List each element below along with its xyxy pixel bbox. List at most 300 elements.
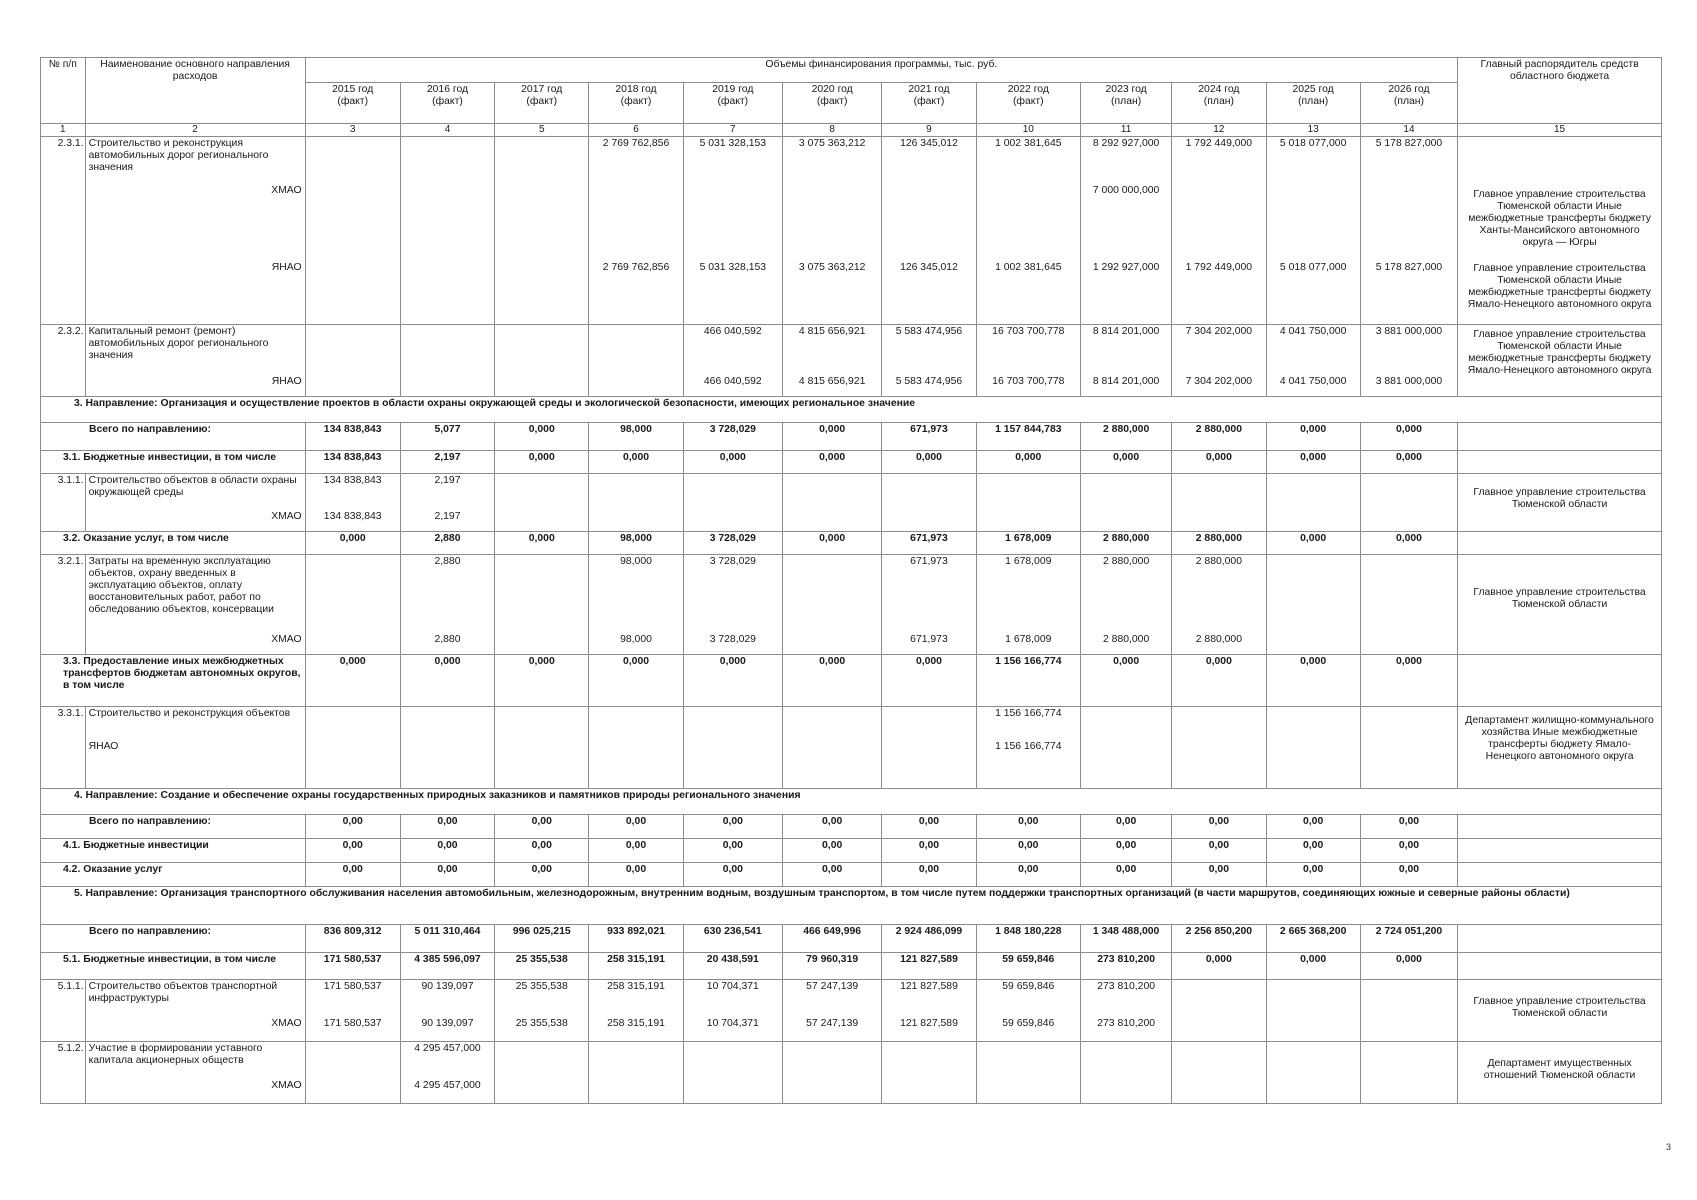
value-cell: 2,880 bbox=[400, 532, 494, 555]
table-row bbox=[41, 655, 1662, 707]
value-cell bbox=[1172, 555, 1266, 655]
value-cell bbox=[305, 474, 400, 532]
value-cell bbox=[1360, 1042, 1457, 1104]
value-cell: 5 011 310,464 bbox=[400, 925, 494, 953]
value-cell: 1 156 166,774 bbox=[976, 655, 1080, 707]
row-number: 3.2.1. bbox=[41, 555, 86, 655]
table-row bbox=[41, 451, 1662, 474]
row-name bbox=[85, 555, 305, 655]
value-cell bbox=[305, 980, 400, 1042]
column-number: 10 bbox=[976, 124, 1080, 137]
main-value: 4 815 656,921 bbox=[798, 326, 866, 337]
authority-cell bbox=[1458, 655, 1662, 707]
main-value: 90 139,097 bbox=[421, 981, 474, 992]
main-value: 134 838,843 bbox=[323, 475, 382, 486]
year-header bbox=[683, 83, 782, 124]
region-value: 7 000 000,000 bbox=[1092, 185, 1160, 196]
value-cell bbox=[400, 1042, 494, 1104]
authority-cell bbox=[1458, 532, 1662, 555]
value-cell bbox=[495, 137, 589, 325]
authority-text: Главное управление строительства Тюменской области bbox=[1473, 996, 1646, 1019]
year-label: 2026 год bbox=[1388, 84, 1430, 95]
value-cell bbox=[882, 1042, 976, 1104]
value-cell bbox=[782, 325, 881, 397]
year-label: 2025 год bbox=[1292, 84, 1334, 95]
value-cell: 0,00 bbox=[683, 815, 782, 839]
authority-text: Главное управление строительства Тюменской области Иные межбюджетные трансферты бюджету Ямало-Ненецкого автономного округа bbox=[1467, 263, 1652, 310]
authority-cell bbox=[1458, 137, 1662, 325]
table-row bbox=[41, 423, 1662, 451]
authority-cell bbox=[1458, 1042, 1662, 1104]
row-number bbox=[41, 839, 306, 863]
year-header bbox=[1360, 83, 1457, 124]
value-cell bbox=[976, 325, 1080, 397]
row-name-label: Оказание услуг bbox=[80, 864, 163, 875]
value-cell: 0,000 bbox=[782, 655, 881, 707]
value-cell: 0,00 bbox=[1081, 815, 1172, 839]
value-cell: 0,00 bbox=[589, 863, 683, 887]
row-name-label: Строительство объектов в области охраны окружающей среды bbox=[88, 475, 297, 498]
page-number: 3 bbox=[1665, 1142, 1671, 1152]
authority-cell bbox=[1458, 325, 1662, 397]
value-cell bbox=[495, 707, 589, 789]
value-cell: 0,000 bbox=[683, 655, 782, 707]
value-cell: 0,00 bbox=[1172, 815, 1266, 839]
main-value: 4 295 457,000 bbox=[414, 1043, 481, 1054]
region-value: 2 880,000 bbox=[1103, 634, 1150, 645]
value-cell bbox=[495, 474, 589, 532]
value-cell bbox=[782, 474, 881, 532]
value-cell: 0,000 bbox=[1172, 655, 1266, 707]
value-cell: 59 659,846 bbox=[976, 953, 1080, 980]
year-kind: (план) bbox=[1298, 96, 1329, 107]
region-label: ХМАО bbox=[271, 634, 302, 645]
value-cell bbox=[305, 555, 400, 655]
region-value: 1 002 381,645 bbox=[995, 262, 1062, 273]
value-cell bbox=[976, 474, 1080, 532]
value-cell bbox=[589, 137, 683, 325]
region-value: 5 018 077,000 bbox=[1279, 262, 1347, 273]
value-cell: 0,000 bbox=[782, 423, 881, 451]
header-no: № п/п bbox=[41, 58, 86, 124]
value-cell bbox=[1081, 980, 1172, 1042]
value-cell bbox=[1266, 474, 1360, 532]
table-row bbox=[41, 474, 1662, 532]
year-kind: (факт) bbox=[620, 96, 652, 107]
value-cell: 171 580,537 bbox=[305, 953, 400, 980]
main-value: 258 315,191 bbox=[607, 981, 665, 992]
value-cell: 933 892,021 bbox=[589, 925, 683, 953]
region-value: 1 156 166,774 bbox=[995, 741, 1062, 752]
value-cell: 0,00 bbox=[782, 863, 881, 887]
value-cell: 1 848 180,228 bbox=[976, 925, 1080, 953]
region-value: 134 838,843 bbox=[323, 511, 382, 522]
value-cell bbox=[589, 707, 683, 789]
value-cell: 0,000 bbox=[1266, 655, 1360, 707]
year-label: 2020 год bbox=[811, 84, 853, 95]
row-name-label: Бюджетные инвестиции, в том числе bbox=[80, 954, 277, 965]
value-cell bbox=[1081, 1042, 1172, 1104]
column-number: 1 bbox=[41, 124, 86, 137]
value-cell: 0,00 bbox=[305, 839, 400, 863]
value-cell: 121 827,589 bbox=[882, 953, 976, 980]
value-cell: 1 348 488,000 bbox=[1081, 925, 1172, 953]
row-number: 2.3.1. bbox=[41, 137, 86, 325]
row-number: 3.1.1. bbox=[41, 474, 86, 532]
row-number-label: 3.2. bbox=[63, 533, 81, 544]
main-value: 126 345,012 bbox=[900, 138, 958, 149]
value-cell bbox=[305, 1042, 400, 1104]
row-name-label: Бюджетные инвестиции bbox=[80, 840, 209, 851]
region-value: 126 345,012 bbox=[900, 262, 958, 273]
region-value: 5 583 474,956 bbox=[895, 376, 963, 387]
table-row bbox=[41, 707, 1662, 789]
region-value: 466 040,592 bbox=[703, 376, 762, 387]
main-value: 10 704,371 bbox=[706, 981, 759, 992]
row-name-label: Оказание услуг, в том числе bbox=[80, 533, 229, 544]
value-cell bbox=[495, 325, 589, 397]
year-header bbox=[400, 83, 494, 124]
column-number: 4 bbox=[400, 124, 494, 137]
value-cell: 0,000 bbox=[495, 423, 589, 451]
value-cell: 0,00 bbox=[976, 839, 1080, 863]
region-value: 10 704,371 bbox=[706, 1018, 759, 1029]
main-value: 3 075 363,212 bbox=[798, 138, 866, 149]
column-number: 9 bbox=[882, 124, 976, 137]
column-number: 8 bbox=[782, 124, 881, 137]
year-header bbox=[589, 83, 683, 124]
row-number: Всего по направлению: bbox=[41, 423, 306, 451]
value-cell: 25 355,538 bbox=[495, 953, 589, 980]
region-value: 171 580,537 bbox=[323, 1018, 382, 1029]
region-value: 5 178 827,000 bbox=[1375, 262, 1443, 273]
value-cell: 0,00 bbox=[495, 863, 589, 887]
value-cell bbox=[400, 137, 494, 325]
main-value: 1 792 449,000 bbox=[1185, 138, 1253, 149]
value-cell: 0,000 bbox=[882, 451, 976, 474]
row-name-label: Предоставление иных межбюджетных трансфертов бюджетам автономных округов, в том числе bbox=[63, 656, 301, 691]
main-value: 16 703 700,778 bbox=[992, 326, 1065, 337]
year-label: 2023 год bbox=[1105, 84, 1147, 95]
value-cell bbox=[683, 555, 782, 655]
value-cell bbox=[1360, 325, 1457, 397]
value-cell bbox=[782, 980, 881, 1042]
year-header bbox=[1081, 83, 1172, 124]
value-cell: 0,000 bbox=[495, 451, 589, 474]
authority-cell bbox=[1458, 451, 1662, 474]
authority-cell bbox=[1458, 980, 1662, 1042]
value-cell: 0,000 bbox=[1360, 451, 1457, 474]
main-value: 466 040,592 bbox=[703, 326, 762, 337]
value-cell: 0,000 bbox=[589, 655, 683, 707]
value-cell bbox=[976, 980, 1080, 1042]
year-label: 2019 год bbox=[712, 84, 754, 95]
main-value: 1 678,009 bbox=[1005, 556, 1052, 567]
region-value: 2,880 bbox=[434, 634, 461, 645]
authority-text: Департамент жилищно-коммунального хозяйства Иные межбюджетные трансферты бюджету Ямало-Ненецкого автономного округа bbox=[1465, 715, 1654, 762]
year-label: 2017 год bbox=[521, 84, 563, 95]
header-authority: Главный распорядитель средств областного бюджета bbox=[1458, 58, 1662, 124]
row-name bbox=[85, 707, 305, 789]
table-row bbox=[41, 839, 1662, 863]
table-row bbox=[41, 953, 1662, 980]
region-value: 5 031 328,153 bbox=[699, 262, 767, 273]
value-cell: 836 809,312 bbox=[305, 925, 400, 953]
value-cell: 3 728,029 bbox=[683, 532, 782, 555]
authority-text: Главное управление строительства Тюменской области Иные межбюджетные трансферты бюджету Ямало-Ненецкого автономного округа bbox=[1467, 329, 1652, 376]
section-title-row bbox=[41, 789, 1662, 815]
year-label: 2015 год bbox=[332, 84, 374, 95]
year-kind: (факт) bbox=[337, 96, 369, 107]
authority-cell bbox=[1458, 953, 1662, 980]
value-cell: 0,000 bbox=[782, 532, 881, 555]
value-cell bbox=[400, 325, 494, 397]
table-row bbox=[41, 325, 1662, 397]
value-cell: 2 724 051,200 bbox=[1360, 925, 1457, 953]
region-value: 1 792 449,000 bbox=[1185, 262, 1253, 273]
value-cell bbox=[400, 707, 494, 789]
value-cell bbox=[782, 1042, 881, 1104]
header-name: Наименование основного направления расходов bbox=[85, 58, 305, 124]
main-value: 2 880,000 bbox=[1103, 556, 1150, 567]
value-cell: 0,00 bbox=[305, 815, 400, 839]
value-cell bbox=[976, 707, 1080, 789]
value-cell: 0,000 bbox=[1266, 532, 1360, 555]
value-cell bbox=[589, 1042, 683, 1104]
year-header bbox=[782, 83, 881, 124]
value-cell: 0,00 bbox=[1360, 863, 1457, 887]
table-row bbox=[41, 1042, 1662, 1104]
year-kind: (план) bbox=[1203, 96, 1234, 107]
column-number: 5 bbox=[495, 124, 589, 137]
region-value: 57 247,139 bbox=[806, 1018, 859, 1029]
section-title: 4. Направление: Создание и обеспечение охраны государственных природных заказников и памятников природы регионального значения bbox=[41, 789, 1662, 815]
authority-cell bbox=[1458, 555, 1662, 655]
value-cell bbox=[1172, 980, 1266, 1042]
region-value: 3 075 363,212 bbox=[798, 262, 866, 273]
region-value: 671,973 bbox=[910, 634, 948, 645]
value-cell bbox=[882, 980, 976, 1042]
main-value: 3 881 000,000 bbox=[1375, 326, 1443, 337]
main-value: 4 041 750,000 bbox=[1279, 326, 1347, 337]
value-cell bbox=[976, 1042, 1080, 1104]
value-cell bbox=[589, 325, 683, 397]
value-cell bbox=[782, 555, 881, 655]
main-value: 3 728,029 bbox=[709, 556, 756, 567]
main-value: 2 880,000 bbox=[1195, 556, 1242, 567]
main-value: 1 156 166,774 bbox=[995, 708, 1062, 719]
value-cell bbox=[1266, 980, 1360, 1042]
authority-cell bbox=[1458, 707, 1662, 789]
row-number bbox=[41, 863, 306, 887]
row-number bbox=[41, 532, 306, 555]
year-kind: (факт) bbox=[816, 96, 848, 107]
value-cell: 0,000 bbox=[1360, 532, 1457, 555]
value-cell bbox=[1081, 325, 1172, 397]
main-value: 121 827,589 bbox=[900, 981, 958, 992]
row-number bbox=[41, 451, 306, 474]
value-cell bbox=[882, 137, 976, 325]
value-cell bbox=[1081, 137, 1172, 325]
value-cell: 0,00 bbox=[305, 863, 400, 887]
column-number: 7 bbox=[683, 124, 782, 137]
value-cell: 0,00 bbox=[1172, 839, 1266, 863]
value-cell bbox=[683, 980, 782, 1042]
authority-cell bbox=[1458, 423, 1662, 451]
value-cell: 0,000 bbox=[1360, 423, 1457, 451]
region-value: 8 814 201,000 bbox=[1092, 376, 1160, 387]
region-value: 3 881 000,000 bbox=[1375, 376, 1443, 387]
region-label: ХМАО bbox=[271, 1080, 302, 1091]
value-cell bbox=[495, 555, 589, 655]
row-number: 3.3.1. bbox=[41, 707, 86, 789]
year-kind: (факт) bbox=[432, 96, 463, 107]
value-cell: 2 256 850,200 bbox=[1172, 925, 1266, 953]
row-name-label: Затраты на временную эксплуатацию объектов, охрану введенных в эксплуатацию объектов, оплату восстановительных работ, работ по обследованию объектов, консервации bbox=[88, 556, 274, 615]
value-cell: 0,00 bbox=[683, 863, 782, 887]
value-cell: 2 880,000 bbox=[1172, 532, 1266, 555]
value-cell bbox=[782, 707, 881, 789]
value-cell: 0,00 bbox=[495, 839, 589, 863]
main-value: 2 769 762,856 bbox=[602, 138, 670, 149]
value-cell: 0,00 bbox=[400, 815, 494, 839]
value-cell bbox=[683, 137, 782, 325]
value-cell: 134 838,843 bbox=[305, 423, 400, 451]
region-value: 59 659,846 bbox=[1002, 1018, 1055, 1029]
value-cell: 0,00 bbox=[782, 839, 881, 863]
table-row bbox=[41, 925, 1662, 953]
year-label: 2016 год bbox=[426, 84, 469, 95]
value-cell: 0,00 bbox=[1360, 839, 1457, 863]
row-number bbox=[41, 953, 306, 980]
value-cell: 0,000 bbox=[782, 451, 881, 474]
value-cell: 0,00 bbox=[1266, 815, 1360, 839]
row-name bbox=[85, 980, 305, 1042]
value-cell bbox=[882, 325, 976, 397]
value-cell bbox=[976, 555, 1080, 655]
region-value: 273 810,200 bbox=[1097, 1018, 1156, 1029]
main-value: 5 583 474,956 bbox=[895, 326, 963, 337]
value-cell bbox=[1266, 555, 1360, 655]
row-number: Всего по направлению: bbox=[41, 815, 306, 839]
row-name bbox=[85, 1042, 305, 1104]
authority-cell bbox=[1458, 925, 1662, 953]
main-value: 171 580,537 bbox=[323, 981, 382, 992]
value-cell bbox=[1081, 555, 1172, 655]
value-cell bbox=[1360, 707, 1457, 789]
value-cell: 0,000 bbox=[1360, 655, 1457, 707]
main-value: 5 031 328,153 bbox=[699, 138, 767, 149]
value-cell bbox=[400, 980, 494, 1042]
main-value: 57 247,139 bbox=[806, 981, 859, 992]
row-name-label: Строительство и реконструкция автомобильных дорог регионального значения bbox=[88, 138, 269, 173]
region-label: ХМАО bbox=[271, 185, 302, 196]
value-cell: 671,973 bbox=[882, 423, 976, 451]
table-row bbox=[41, 863, 1662, 887]
table-row bbox=[41, 980, 1662, 1042]
value-cell: 0,00 bbox=[782, 815, 881, 839]
value-cell: 1 157 844,783 bbox=[976, 423, 1080, 451]
section-title-row bbox=[41, 887, 1662, 925]
row-name-label: Строительство объектов транспортной инфраструктуры bbox=[88, 981, 278, 1004]
value-cell: 2 880,000 bbox=[1172, 423, 1266, 451]
value-cell bbox=[589, 980, 683, 1042]
main-value: 7 304 202,000 bbox=[1185, 326, 1253, 337]
column-number: 15 bbox=[1458, 124, 1662, 137]
region-value: 98,000 bbox=[620, 634, 652, 645]
value-cell: 0,00 bbox=[495, 815, 589, 839]
year-kind: (факт) bbox=[1012, 96, 1044, 107]
year-label: 2021 год bbox=[908, 84, 950, 95]
region-value: 7 304 202,000 bbox=[1185, 376, 1253, 387]
value-cell: 5,077 bbox=[400, 423, 494, 451]
region-label: ЯНАО bbox=[271, 376, 302, 387]
value-cell bbox=[1360, 137, 1457, 325]
value-cell: 0,00 bbox=[976, 815, 1080, 839]
year-kind: (план) bbox=[1393, 96, 1425, 107]
value-cell: 0,000 bbox=[495, 532, 589, 555]
value-cell bbox=[1266, 1042, 1360, 1104]
authority-cell bbox=[1458, 815, 1662, 839]
main-value: 8 292 927,000 bbox=[1092, 138, 1160, 149]
value-cell: 0,00 bbox=[1081, 863, 1172, 887]
table-row bbox=[41, 137, 1662, 325]
region-label: ХМАО bbox=[271, 511, 302, 522]
value-cell bbox=[683, 707, 782, 789]
value-cell: 0,000 bbox=[400, 655, 494, 707]
authority-cell bbox=[1458, 839, 1662, 863]
value-cell: 0,00 bbox=[1172, 863, 1266, 887]
row-number: Всего по направлению: bbox=[41, 925, 306, 953]
row-name-label: Бюджетные инвестиции, в том числе bbox=[80, 452, 277, 463]
value-cell bbox=[589, 555, 683, 655]
value-cell bbox=[1266, 707, 1360, 789]
value-cell: 0,00 bbox=[1081, 839, 1172, 863]
value-cell: 0,00 bbox=[882, 815, 976, 839]
value-cell: 0,00 bbox=[976, 863, 1080, 887]
region-value: 121 827,589 bbox=[900, 1018, 958, 1029]
column-number: 3 bbox=[305, 124, 400, 137]
value-cell: 0,000 bbox=[1081, 655, 1172, 707]
value-cell: 0,000 bbox=[1266, 423, 1360, 451]
row-number-label: 4.2. bbox=[63, 864, 81, 875]
authority-cell bbox=[1458, 863, 1662, 887]
value-cell: 0,00 bbox=[589, 839, 683, 863]
value-cell bbox=[1360, 555, 1457, 655]
authority-cell bbox=[1458, 474, 1662, 532]
table-row bbox=[41, 532, 1662, 555]
value-cell bbox=[1172, 137, 1266, 325]
main-value: 671,973 bbox=[910, 556, 948, 567]
value-cell bbox=[1172, 1042, 1266, 1104]
value-cell: 0,000 bbox=[1266, 953, 1360, 980]
column-number: 14 bbox=[1360, 124, 1457, 137]
value-cell: 0,000 bbox=[1172, 953, 1266, 980]
row-name-label: Капитальный ремонт (ремонт) автомобильных дорог регионального значения bbox=[88, 326, 269, 361]
region-value: 4 815 656,921 bbox=[798, 376, 866, 387]
year-header bbox=[495, 83, 589, 124]
value-cell: 0,00 bbox=[400, 863, 494, 887]
main-value: 8 814 201,000 bbox=[1092, 326, 1160, 337]
value-cell bbox=[495, 980, 589, 1042]
year-kind: (факт) bbox=[913, 96, 945, 107]
authority-text: Департамент имущественных отношений Тюменской области bbox=[1483, 1058, 1636, 1081]
row-number bbox=[41, 655, 306, 707]
value-cell bbox=[683, 325, 782, 397]
financing-table bbox=[40, 57, 1662, 1104]
value-cell: 0,000 bbox=[1266, 451, 1360, 474]
value-cell: 0,000 bbox=[683, 451, 782, 474]
